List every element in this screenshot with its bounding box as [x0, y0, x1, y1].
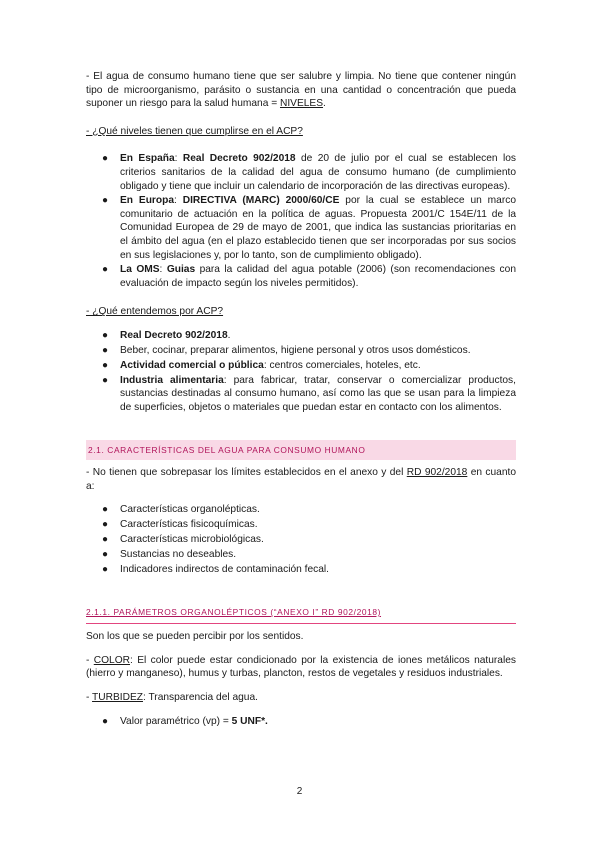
niveles-link-text: NIVELES	[279, 98, 324, 110]
bullet-icon: ●	[102, 359, 109, 371]
turbidez-paragraph: - TURBIDEZ: Transparencia del agua.	[86, 691, 258, 703]
list-item: ● Real Decreto 902/2018.	[102, 329, 231, 341]
list-item: ● Indicadores indirectos de contaminación fecal.	[102, 564, 329, 576]
question-acp: - ¿Qué entendemos por ACP?	[86, 306, 224, 318]
acp-list	[86, 329, 516, 415]
list-item: ● Industria alimentaria: para fabricar, tratar, conservar o comercializar productos, sustancias destinadas al consumo humano, así como las que se usan para la limpieza de superficies, objetos o materiales que puedan estar en contacto con los alimentos.	[102, 374, 516, 414]
rd-reference: RD 902/2018	[406, 467, 468, 479]
list-item: ● Sustancias no deseables.	[102, 549, 237, 561]
list-item: ● Actividad comercial o pública: centros comerciales, hoteles, etc.	[102, 359, 421, 371]
section-2-1-1-intro: Son los que se pueden percibir por los sentidos.	[86, 631, 304, 643]
bullet-icon: ●	[102, 534, 109, 546]
bullet-icon: ●	[102, 195, 109, 207]
list-item: ● En España: Real Decreto 902/2018 de 20 de julio por el cual se establecen los criterios sanitarios de la calidad del agua de consumo humano (de cumplimiento obligado y tiene que incluir un calendario de incorporación de las directivas europeas).	[102, 153, 516, 192]
characteristics-list	[86, 503, 516, 577]
bullet-icon: ●	[102, 519, 109, 531]
page-number: 2	[296, 786, 303, 797]
list-item: ● La OMS: Guias para la calidad del agua potable (2006) (son recomendaciones con evaluación de impacto según los niveles permitidos).	[102, 264, 516, 289]
section-2-1-intro: - No tienen que sobrepasar los límites establecidos en el anexo y del RD 902/2018 en cuanto a:	[86, 467, 516, 492]
bullet-icon: ●	[102, 264, 109, 276]
list-item: ● Valor paramétrico (vp) = 5 UNF*.	[102, 715, 268, 727]
intro-paragraph	[86, 70, 516, 111]
bullet-icon: ●	[102, 715, 109, 727]
page-content	[86, 70, 516, 728]
color-paragraph: - COLOR: El color puede estar condicionado por la existencia de iones metálicos naturales (hierro y manganeso), humus y turbas, plancton, restos de vegetales y residuos industriales.	[86, 654, 516, 680]
color-label: COLOR	[93, 654, 130, 666]
bullet-icon: ●	[102, 504, 109, 516]
bullet-icon: ●	[102, 344, 109, 356]
list-item: ● Beber, cocinar, preparar alimentos, higiene personal y otros usos domésticos.	[102, 344, 471, 356]
intro-text: - El agua de consumo humano tiene que ser salubre y limpia. No tiene que contener ningún tipo de microorganismo, parásito o sustancia en una cantidad o concentración que pueda suponer un riesgo para la salud humana =	[86, 71, 516, 110]
bullet-icon: ●	[102, 374, 109, 386]
vp-list	[86, 715, 516, 729]
list-item: ● Características organolépticas.	[102, 504, 260, 516]
list-item: ● Características microbiológicas.	[102, 534, 264, 546]
bullet-icon: ●	[102, 564, 109, 576]
bullet-icon: ●	[102, 153, 109, 165]
bullet-icon: ●	[102, 329, 109, 341]
turbidez-label: TURBIDEZ	[92, 691, 143, 703]
levels-list	[86, 152, 516, 290]
section-heading-2-1-1: 2.1.1. PARÁMETROS ORGANOLÉPTICOS (“ANEXO I” RD 902/2018)	[86, 602, 516, 624]
list-item: ● Características fisicoquímicas.	[102, 519, 258, 531]
intro-end: .	[323, 98, 326, 110]
bullet-icon: ●	[102, 549, 109, 561]
question-niveles: - ¿Qué niveles tienen que cumplirse en el ACP?	[86, 125, 303, 137]
list-item: ● En Europa: DIRECTIVA (MARC) 2000/60/CE por la cual se establece un marco comunitario de actuación en la política de aguas. Propuesta 2001/C 154E/11 de la Comunidad Europea de 29 de mayo de 2001, que indica las sustancias prioritarias en el ámbito del agua (en el plazo establecido tienen que ser incorporadas por sus socios en sus legislaciones y, por lo tanto, son de cumplimiento obligado).	[102, 195, 516, 261]
section-heading-2-1: 2.1. CARACTERÍSTICAS DEL AGUA PARA CONSUMO HUMANO	[86, 440, 516, 460]
